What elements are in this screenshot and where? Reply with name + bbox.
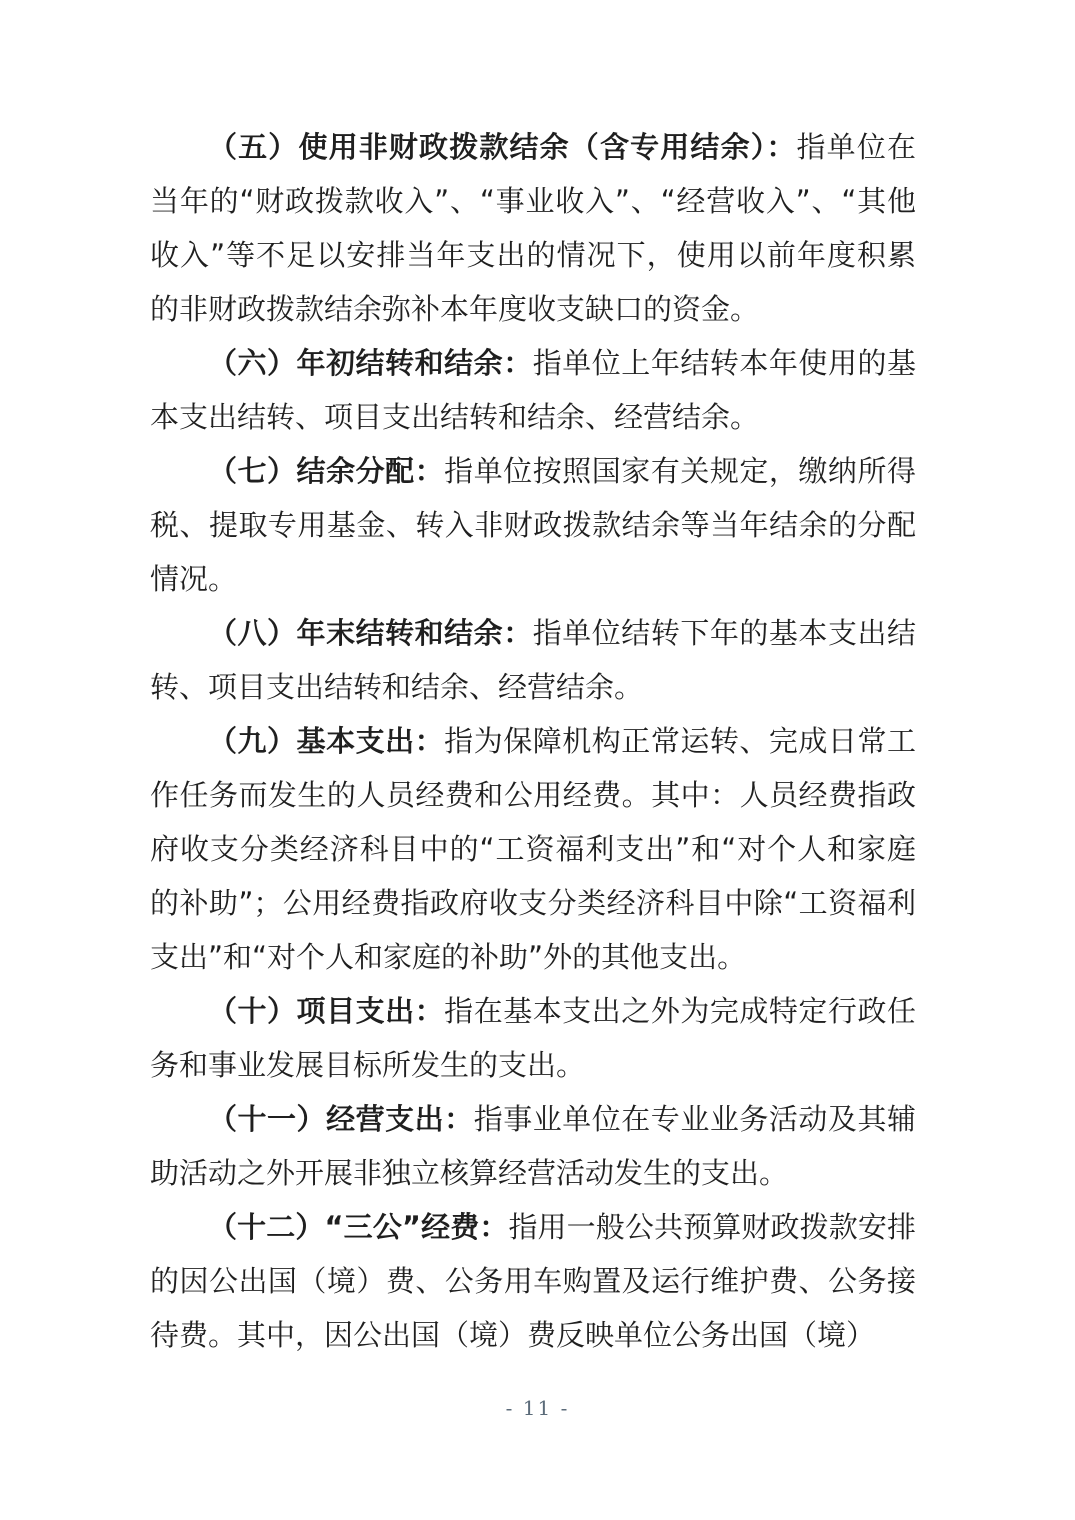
paragraph-12-body: 指用一般公共预算财政拨款安排的因公出国（境）费、公务用车购置及运行维护费、公务接待费。其中，因公出国（境）费反映单位公务出国（境） bbox=[150, 1210, 916, 1352]
paragraph-7-heading: （七）结余分配： bbox=[208, 454, 445, 488]
paragraph-7 bbox=[150, 444, 916, 606]
paragraph-12-heading: （十二）“三公”经费： bbox=[208, 1210, 509, 1244]
paragraph-11-body: 指事业单位在专业业务活动及其辅助活动之外开展非独立核算经营活动发生的支出。 bbox=[150, 1102, 916, 1190]
paragraph-5 bbox=[150, 120, 916, 336]
paragraph-10 bbox=[150, 984, 916, 1092]
document-body bbox=[150, 120, 916, 1362]
paragraph-5-heading: （五）使用非财政拨款结余（含专用结余）： bbox=[208, 130, 797, 164]
paragraph-12 bbox=[150, 1200, 916, 1362]
paragraph-11 bbox=[150, 1092, 916, 1200]
paragraph-9-heading: （九）基本支出： bbox=[208, 724, 445, 758]
page-number: - 11 - bbox=[505, 1396, 570, 1420]
paragraph-8 bbox=[150, 606, 916, 714]
paragraph-8-heading: （八）年末结转和结余： bbox=[208, 616, 533, 650]
paragraph-9-body: 指为保障机构正常运转、完成日常工作任务而发生的人员经费和公用经费。其中：人员经费指政府收支分类经济科目中的“工资福利支出”和“对个人和家庭的补助”；公用经费指政府收支分类经济科目中除“工资福利支出”和“对个人和家庭的补助”外的其他支出。 bbox=[150, 724, 916, 974]
paragraph-6-heading: （六）年初结转和结余： bbox=[208, 346, 533, 380]
paragraph-6 bbox=[150, 336, 916, 444]
paragraph-11-heading: （十一）经营支出： bbox=[208, 1102, 474, 1136]
paragraph-10-body: 指在基本支出之外为完成特定行政任务和事业发展目标所发生的支出。 bbox=[150, 994, 916, 1082]
paragraph-6-body: 指单位上年结转本年使用的基本支出结转、项目支出结转和结余、经营结余。 bbox=[150, 346, 916, 434]
paragraph-9 bbox=[150, 714, 916, 984]
paragraph-5-body: 指单位在当年的“财政拨款收入”、“事业收入”、“经营收入”、“其他收入”等不足以安排当年支出的情况下，使用以前年度积累的非财政拨款结余弥补本年度收支缺口的资金。 bbox=[150, 130, 916, 326]
paragraph-8-body: 指单位结转下年的基本支出结转、项目支出结转和结余、经营结余。 bbox=[150, 616, 916, 704]
paragraph-10-heading: （十）项目支出： bbox=[208, 994, 445, 1028]
paragraph-7-body: 指单位按照国家有关规定，缴纳所得税、提取专用基金、转入非财政拨款结余等当年结余的分配情况。 bbox=[150, 454, 916, 596]
